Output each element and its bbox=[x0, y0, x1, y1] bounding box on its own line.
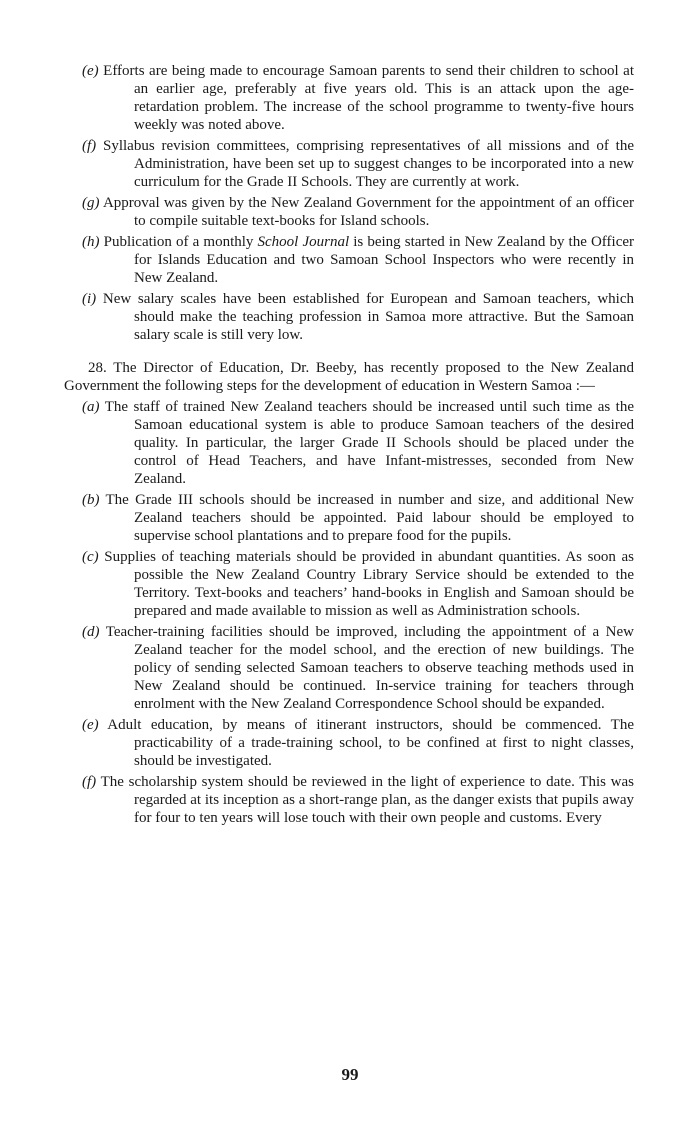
item-list-two bbox=[64, 398, 634, 827]
item-text: Supplies of teaching materials should be provided in abundant quantities. As soon as possible the New Zealand Country Library Service should be extended to the Territory. Text-books and teachers’ hand-books in English and Samoan should be prepared and made available to mission as well as Administration schools. bbox=[104, 549, 634, 619]
item-list-one bbox=[64, 62, 634, 344]
item-text: Teacher-training facilities should be improved, including the appointment of a New Zealand teacher for the model school, and the erection of new buildings. The policy of sending selected Samoan teachers to observe teaching methods used in New Zealand should be continued. In-service training for teachers through enrolment with the New Zealand Correspondence School should be expanded. bbox=[105, 624, 634, 712]
item-label: (g) bbox=[82, 195, 100, 211]
list-item bbox=[64, 233, 634, 287]
list-item bbox=[64, 194, 634, 230]
item-text: Syllabus revision committees, comprising representatives of all missions and of the Administration, have been set up to suggest changes to be incorporated into a new curriculum for the Grade II Schools. They are currently at work. bbox=[103, 138, 635, 190]
list-item bbox=[64, 398, 634, 488]
paragraph-text: The Director of Education, Dr. Beeby, has recently proposed to the New Zealand Government the following steps for the development of education in Western Samoa :— bbox=[64, 360, 634, 394]
item-text: Adult education, by means of itinerant instructors, should be commenced. The practicability of a trade-training school, to be confined at first to night classes, should be investigated. bbox=[107, 717, 634, 769]
list-item bbox=[64, 137, 634, 191]
item-label: (a) bbox=[82, 399, 100, 415]
journal-title: School Journal bbox=[257, 234, 350, 250]
item-label: (f) bbox=[82, 774, 97, 790]
item-text-after: is being started in New Zealand by the Officer for Islands Education and two Samoan School Inspectors who were recently in New Zealand. bbox=[134, 234, 634, 286]
list-item bbox=[64, 491, 634, 545]
item-label: (d) bbox=[82, 624, 100, 640]
item-label: (e) bbox=[82, 717, 99, 733]
item-text: The staff of trained New Zealand teachers should be increased until such time as the Samoan educational system is able to produce Samoan teachers of the desired quality. In particular, the larger Grade II Schools should be placed under the control of Head Teachers, and have Infant-mistresses, seconded from New Zealand. bbox=[104, 399, 635, 487]
list-item bbox=[64, 716, 634, 770]
paragraph-28 bbox=[64, 359, 634, 395]
list-item bbox=[64, 773, 634, 827]
page-number: 99 bbox=[341, 1065, 359, 1084]
paragraph-number: 28. bbox=[88, 360, 107, 376]
item-label: (e) bbox=[82, 63, 99, 79]
list-item bbox=[64, 623, 634, 713]
item-text: The Grade III schools should be increased in number and size, and additional New Zealand teachers should be appointed. Paid labour should be employed to supervise school plantations and to prepare food for the pupils. bbox=[105, 492, 634, 544]
list-item bbox=[64, 548, 634, 620]
item-text-before: Publication of a monthly bbox=[103, 234, 258, 250]
item-label: (c) bbox=[82, 549, 99, 565]
item-text: New salary scales have been established for European and Samoan teachers, which should make the teaching profession in Samoa more attractive. But the Samoan salary scale is still very low. bbox=[102, 291, 634, 343]
item-text: The scholarship system should be reviewed in the light of experience to date. This was regarded at its inception as a short-range plan, as the danger exists that pupils away for four to ten years will lose touch with their own people and customs. Every bbox=[100, 774, 634, 826]
item-text: Approval was given by the New Zealand Government for the appointment of an officer to compile suitable text-books for Island schools. bbox=[102, 195, 634, 229]
item-label: (b) bbox=[82, 492, 100, 508]
item-text: Efforts are being made to encourage Samoan parents to send their children to school at an earlier age, preferably at five years old. This is an attack upon the age-retardation problem. The increase of the school programme to twenty-five hours weekly was noted above. bbox=[103, 63, 634, 133]
item-label: (i) bbox=[82, 291, 97, 307]
list-item bbox=[64, 62, 634, 134]
item-label: (f) bbox=[82, 138, 97, 154]
item-label: (h) bbox=[82, 234, 100, 250]
list-item bbox=[64, 290, 634, 344]
